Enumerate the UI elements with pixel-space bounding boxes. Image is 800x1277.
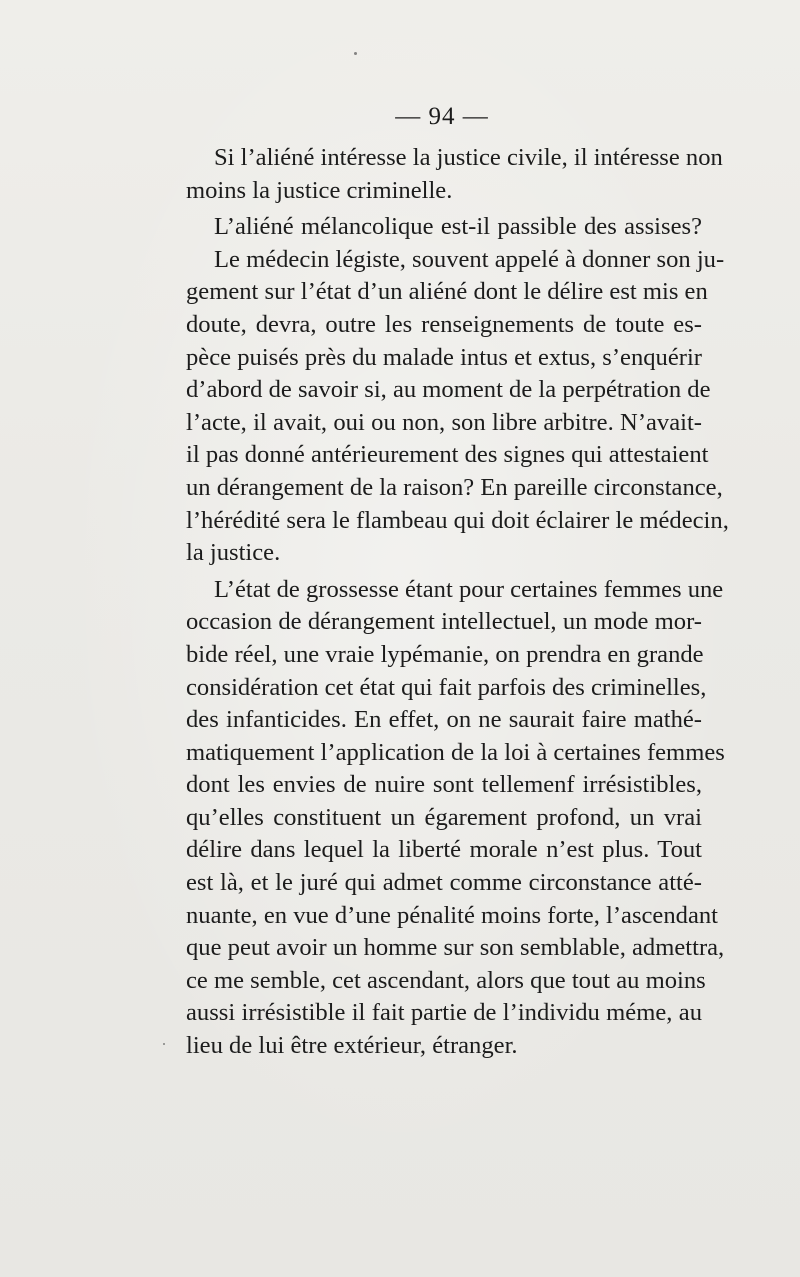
text-line: moins la justice criminelle.	[186, 176, 453, 204]
text-line: L’aliéné mélancolique est-il passible des assises?	[214, 213, 702, 241]
text-line: L’état de grossesse étant pour certaines femmes une	[214, 575, 724, 603]
text-line: pèce puisés près du malade intus et extus, s’enquérir	[186, 343, 702, 371]
text-line: doute, devra, outre les renseignements de toute es-	[186, 310, 702, 338]
text-line: considération cet état qui fait parfois des criminelles,	[186, 673, 707, 701]
text-line: matiquement l’application de la loi à certaines femmes	[186, 738, 725, 766]
text-line: lieu de lui être extérieur, étranger.	[186, 1032, 518, 1060]
text-line: dont les envies de nuire sont tellemenf irrésistibles,	[186, 771, 702, 799]
text-line: l’acte, il avait, oui ou non, son libre arbitre. N’avait-	[186, 408, 702, 436]
ink-speck	[163, 1043, 165, 1045]
text-line: nuante, en vue d’une pénalité moins forte, l’ascendant	[186, 901, 718, 929]
text-line: qu’elles constituent un égarement profond, un vrai	[186, 803, 702, 831]
text-line: que peut avoir un homme sur son semblable, admettra,	[186, 934, 725, 962]
text-line: des infanticides. En effet, on ne saurait faire mathé-	[186, 706, 702, 734]
text-line: un dérangement de la raison? En pareille circonstance,	[186, 473, 723, 501]
text-line: la justice.	[186, 539, 281, 567]
body-text	[186, 142, 729, 1063]
text-line: occasion de dérangement intellectuel, un mode mor-	[186, 608, 702, 636]
text-line: d’abord de savoir si, au moment de la perpétration de	[186, 376, 711, 404]
text-line: l’hérédité sera le flambeau qui doit éclairer le médecin,	[186, 506, 729, 534]
text-line: ce me semble, cet ascendant, alors que tout au moins	[186, 966, 706, 994]
text-line: Le médecin légiste, souvent appelé à donner son ju-	[214, 245, 725, 273]
text-line: gement sur l’état d’un aliéné dont le délire est mis en	[186, 278, 708, 306]
text-line: délire dans lequel la liberté morale n’est plus. Tout	[186, 836, 702, 864]
text-line: il pas donné antérieurement des signes qui attestaient	[186, 441, 709, 469]
text-line: bide réel, une vraie lypémanie, on prendra en grande	[186, 640, 704, 668]
text-line: aussi irrésistible il fait partie de l’individu méme, au	[186, 999, 702, 1027]
page-number: — 94 —	[395, 103, 489, 130]
text-line: Si l’aliéné intéresse la justice civile, il intéresse non	[214, 144, 723, 171]
ink-speck	[354, 52, 357, 55]
text-line: est là, et le juré qui admet comme circonstance atté-	[186, 869, 702, 897]
